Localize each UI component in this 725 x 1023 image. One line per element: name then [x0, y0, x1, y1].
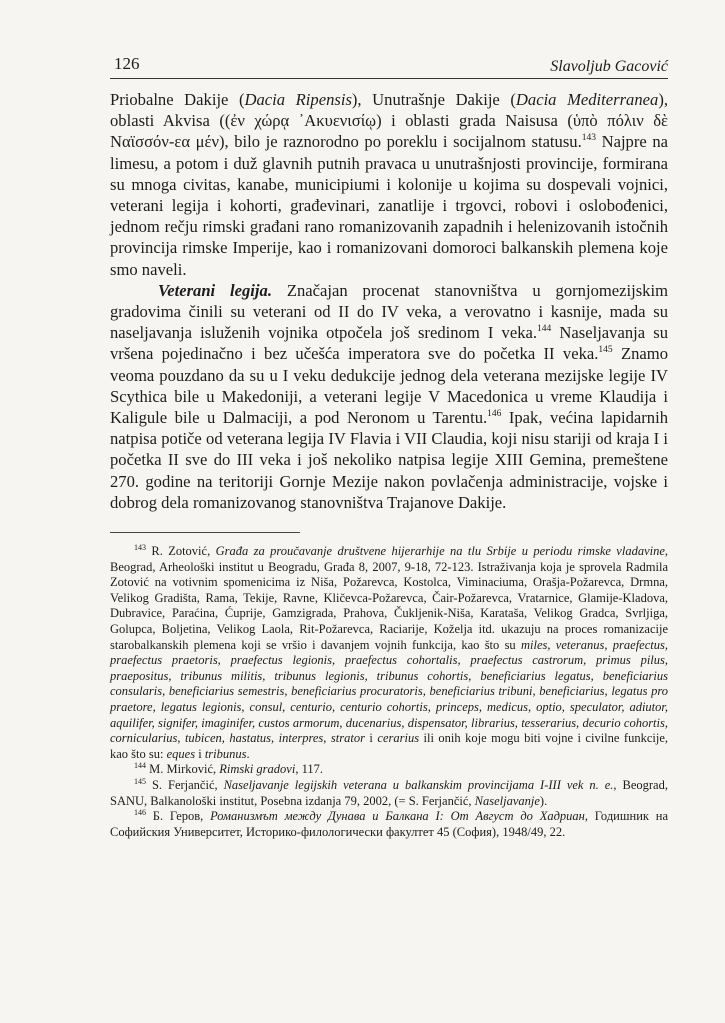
text-run: i: [364, 731, 378, 746]
footnote-144: [110, 762, 668, 778]
text-run: Naseljavanja su vršena pojedinačno i bez učešća imperatora sve do početka II veka.: [110, 323, 668, 364]
text-run: M. Mirković,: [146, 762, 220, 777]
text-run: .: [246, 746, 250, 761]
text-run: Ipak, većina lapidarnih natpisa potiče od veterana legija IV Flavia i VII Claudia, koji nisu stariji od kraja I i početka II sve do III veka i još nekoliko natpisa legije XIII Gemina, premeštene 270. godine na teritoriji Gornje Mezije nakon povlačenja administracije, vojske i dobrog dela romanizovanog stanovništva Trajanove Dakije.: [110, 408, 668, 512]
footnote-marker: 145: [134, 776, 146, 786]
page: [110, 52, 668, 840]
italic-text: Rimski gradovi: [219, 762, 296, 777]
text-run: ).: [539, 793, 548, 808]
text-run: ), Unutrašnje Dakije (: [351, 90, 516, 109]
italic-text: Građa za proučavanje društvene hijerarhije na tlu Srbije u periodu rimske vladavine: [215, 544, 665, 559]
main-text: [110, 89, 668, 513]
text-run: , Годишник на Софийския Университет, Историко-филологически факултет 45 (София), 1948/49, 22.: [110, 809, 668, 839]
footnote-145: [110, 778, 668, 809]
italic-text: Naseljavanje legijskih veterana u balkanskim provincijama I-III vek n. e.: [223, 777, 614, 792]
text-run: , Beograd, SANU, Balkanološki institut, Posebna izdanja 79, 2002, (= S. Ferjančić,: [110, 777, 668, 808]
running-header: [110, 52, 668, 79]
italic-text: cerarius: [377, 731, 420, 746]
footnote-143: [110, 544, 668, 762]
italic-text: Романизмът между Дунава и Балкана I: От Август до Хадриан: [210, 809, 585, 824]
footnote-separator: [110, 532, 300, 533]
footnotes: [110, 544, 668, 840]
text-run: , 117.: [295, 762, 323, 777]
footnote-marker: 145: [598, 345, 613, 356]
italic-text: Dacia Ripensis: [244, 90, 352, 109]
section-heading: Veterani legija.: [158, 280, 272, 300]
footnote-marker: 144: [134, 761, 146, 771]
paragraph-veterani-legija: [110, 280, 668, 513]
italic-text: eques: [166, 746, 196, 761]
text-run: , Beograd, Arheološki institut u Beogradu, Građa 8, 2007, 9-18, 72-123. Istraživanja koja je sprovela Radmila Zotović na votivnim spomenicima iz Niša, Požarevca, Kostolca, Viminaciuma, Orašja-Požarevca, Drmna, Velikog Gradišta, Rama, Tekije, Ravne, Kličevca-Požarevca, Čair-Požarevca, Vratarnice, Glamije-Kladova, Dubravice, Paraćina, Ćuprije, Gamzigrada, Prahova, Čukljenik-Niša, Karataša, Velikog Gradca, Svrljiga, Golupca, Boljetina, Velikog Laola, Rit-Požarevca, Raciarije, Koželja itd. ukazuju na proces romanizacije starobalkanskih plemena koji se vršio i davanjem vojnih funkcija, kao što su: [110, 544, 669, 652]
italic-text: Dacia Mediterranea: [515, 90, 659, 109]
footnote-marker: 143: [581, 133, 596, 144]
page-number: 126: [114, 54, 140, 73]
text-run: Značajan procenat stanovništva u gornjomezijskim gradovima činili su veterani od II do IV veka, a verovatno i kasnije, mada su naseljavanja isluženih vojnika otpočela još sredinom I veka.: [110, 280, 668, 343]
text-run: R. Zotović,: [146, 544, 216, 559]
text-run: i: [195, 746, 205, 761]
text-run: ili onih koje mogu biti vojne i civilne funkcije, kao što su:: [110, 731, 668, 761]
italic-text: Naseljavanje: [474, 793, 540, 808]
text-run: Znamo veoma pouzdano da su u I veku dedukcije jednog dela veterana mezijske legije IV Scythica bile u Makedoniji, a veterani legije V Macedonica u vreme Klaudija i Kaligule bile u Dalmaciji, a pod Neronom u Tarentu.: [110, 344, 668, 428]
footnote-marker: 146: [487, 409, 502, 420]
text-run: Priobalne Dakije (: [110, 90, 245, 109]
text-run: Najpre na limesu, a potom i duž glavnih putnih pravaca u unutrašnjosti provincije, formirana su mnoga civitas, kanabe, municipiumi i kolonije u kojima su dospevali vojnici, veterani legija i kohorti, građevinari, zanatlije i trgovci, robovi i oslobođenici, jednom rečju rimski građani rano romanizovanih zapadnih i helenizovanih istočnih provincija rimske Imperije, kao i romanizovani domoroci balkanskih plemena koje smo naveli.: [110, 132, 669, 279]
italic-text: tribunus: [204, 746, 247, 761]
paragraph-1: [110, 89, 668, 280]
footnote-marker: 146: [134, 808, 146, 818]
text-run: S. Ferjančić,: [146, 777, 224, 792]
footnote-146: [110, 809, 668, 840]
footnote-marker: 143: [134, 543, 146, 553]
text-run: ), oblasti Akvisa ((ἐν χώρᾳ ᾿Ακυενισίῳ) i oblasti grada Naisusa (ὑπὸ πόλιν δὲ Ναϊσσόν-εα μέν), bilo je raznorodno po poreklu i socijalnom statusu.: [110, 90, 668, 152]
italic-text: miles, veteranus, praefectus, praefectus praetoris, praefectus legionis, praefectus cohortalis, praefectus castrorum, primus pilus, praepositus, tribunus militis, tribunus legionis, tribunus cohortis, beneficiarius legatus, beneficiarius consularis, beneficiarius semestris, beneficiarius procuratoris, beneficiarius tribuni, beneficiarius, legatus pro praetore, legatus legionis, consul, centurio, centurio cohortis, princeps, medicus, optio, speculator, adiutor, aquilifer, signifer, imaginifer, custos armorum, ducenarius, dispensator, librarius, tesserarius, decurio cohortis, cornicularius, tubicen, hastatus, interpres, strator: [110, 637, 668, 746]
footnote-marker: 144: [537, 324, 552, 335]
text-run: Б. Геров,: [146, 809, 211, 824]
running-head-author: Slavoljub Gacović: [550, 58, 668, 75]
